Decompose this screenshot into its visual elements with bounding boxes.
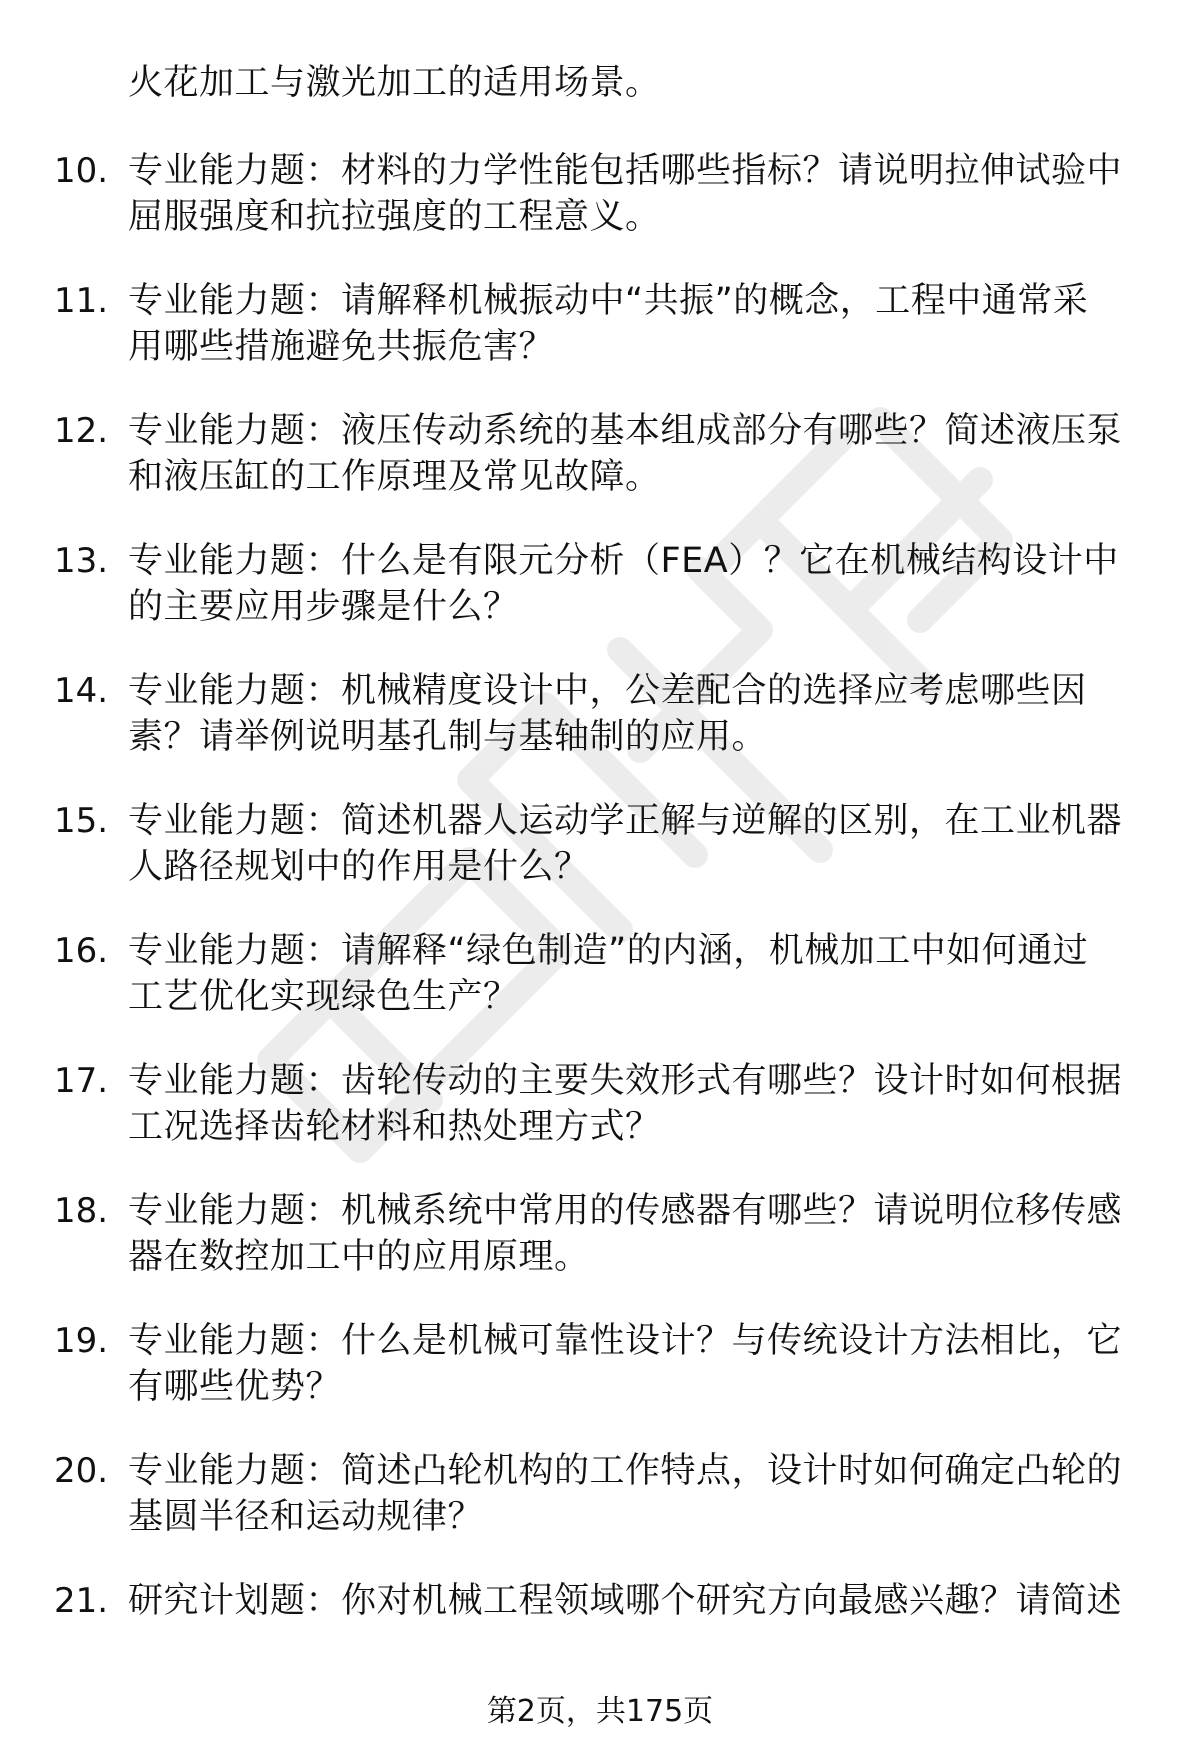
list-item bbox=[0, 408, 1200, 538]
question-line: 专业能力题：简述凸轮机构的工作特点，设计时如何确定凸轮的 bbox=[128, 1451, 1123, 1491]
question-text bbox=[128, 278, 1140, 370]
question-text bbox=[128, 1318, 1140, 1410]
list-item bbox=[0, 1188, 1200, 1318]
question-line: 用哪些措施避免共振危害？ bbox=[128, 327, 555, 367]
list-item bbox=[0, 1318, 1200, 1448]
question-number: 17. bbox=[54, 1061, 109, 1101]
question-number: 10. bbox=[54, 151, 109, 191]
list-item bbox=[0, 148, 1200, 278]
question-text bbox=[128, 668, 1140, 760]
question-list bbox=[0, 148, 1200, 1708]
question-line: 专业能力题：齿轮传动的主要失效形式有哪些？设计时如何根据 bbox=[128, 1061, 1123, 1101]
question-text bbox=[128, 408, 1140, 500]
question-number: 18. bbox=[54, 1191, 109, 1231]
question-line: 器在数控加工中的应用原理。 bbox=[128, 1237, 590, 1277]
question-line: 基圆半径和运动规律？ bbox=[128, 1497, 484, 1537]
question-text bbox=[128, 1058, 1140, 1150]
question-number: 13. bbox=[54, 541, 109, 581]
question-text bbox=[128, 1188, 1140, 1280]
question-number: 20. bbox=[54, 1451, 109, 1491]
list-item bbox=[0, 1058, 1200, 1188]
question-line: 专业能力题：什么是机械可靠性设计？与传统设计方法相比，它 bbox=[128, 1321, 1123, 1361]
list-item bbox=[0, 538, 1200, 668]
question-line: 工况选择齿轮材料和热处理方式？ bbox=[128, 1107, 661, 1147]
question-number: 15. bbox=[54, 801, 109, 841]
question-number: 19. bbox=[54, 1321, 109, 1361]
question-line: 屈服强度和抗拉强度的工程意义。 bbox=[128, 197, 661, 237]
question-line: 的主要应用步骤是什么？ bbox=[128, 587, 519, 627]
list-item bbox=[0, 798, 1200, 928]
question-text bbox=[128, 798, 1140, 890]
list-item bbox=[0, 1578, 1200, 1708]
question-line: 专业能力题：机械精度设计中，公差配合的选择应考虑哪些因 bbox=[128, 671, 1087, 711]
list-item bbox=[0, 1448, 1200, 1578]
question-number: 14. bbox=[54, 671, 109, 711]
list-item bbox=[0, 928, 1200, 1058]
question-number: 12. bbox=[54, 411, 109, 451]
question-line: 专业能力题：请解释“绿色制造”的内涵，机械加工中如何通过 bbox=[128, 931, 1089, 971]
question-line: 和液压缸的工作原理及常见故障。 bbox=[128, 457, 661, 497]
question-line: 人路径规划中的作用是什么？ bbox=[128, 847, 590, 887]
question-number: 16. bbox=[54, 931, 109, 971]
question-line: 专业能力题：请解释机械振动中“共振”的概念，工程中通常采 bbox=[128, 281, 1089, 321]
continuation-text: 火花加工与激光加工的适用场景。 bbox=[128, 63, 661, 103]
question-text bbox=[128, 1448, 1140, 1540]
question-line: 工艺优化实现绿色生产？ bbox=[128, 977, 519, 1017]
question-line: 素？请举例说明基孔制与基轴制的应用。 bbox=[128, 717, 768, 757]
question-line: 专业能力题：液压传动系统的基本组成部分有哪些？简述液压泵 bbox=[128, 411, 1123, 451]
question-text bbox=[128, 1578, 1140, 1624]
question-number: 21. bbox=[54, 1581, 109, 1621]
question-line: 研究计划题：你对机械工程领域哪个研究方向最感兴趣？请简述 bbox=[128, 1581, 1123, 1621]
question-line: 专业能力题：简述机器人运动学正解与逆解的区别，在工业机器 bbox=[128, 801, 1123, 841]
question-number: 11. bbox=[54, 281, 109, 321]
list-item bbox=[0, 668, 1200, 798]
question-text bbox=[128, 928, 1140, 1020]
list-item bbox=[0, 278, 1200, 408]
question-text bbox=[128, 538, 1140, 630]
question-line: 专业能力题：什么是有限元分析（FEA）？它在机械结构设计中 bbox=[128, 541, 1119, 581]
page-footer: 第2页，共175页 bbox=[486, 1694, 714, 1729]
question-text bbox=[128, 148, 1140, 240]
question-line: 专业能力题：机械系统中常用的传感器有哪些？请说明位移传感 bbox=[128, 1191, 1123, 1231]
question-line: 有哪些优势？ bbox=[128, 1367, 342, 1407]
question-line: 专业能力题：材料的力学性能包括哪些指标？请说明拉伸试验中 bbox=[128, 151, 1123, 191]
